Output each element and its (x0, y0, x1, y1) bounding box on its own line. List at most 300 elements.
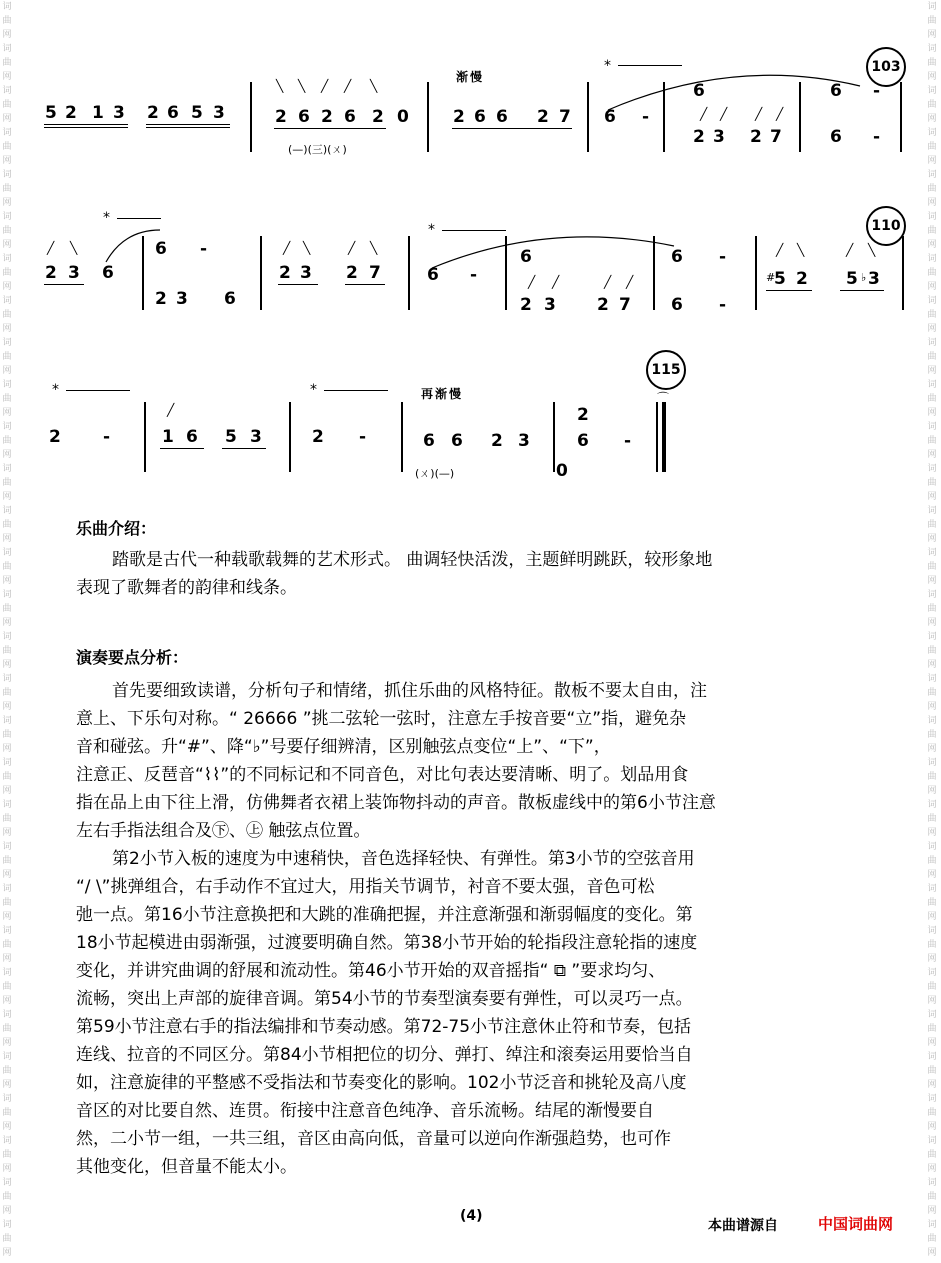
watermark-char: 词 (927, 254, 937, 264)
watermark-char: 词 (2, 632, 12, 642)
watermark-char: 曲 (927, 142, 937, 152)
watermark-char: 网 (2, 72, 12, 82)
watermark-char: 网 (927, 408, 937, 418)
watermark-char: 曲 (927, 856, 937, 866)
barline (250, 82, 252, 152)
watermark-char: 词 (2, 464, 12, 474)
watermark-char: 词 (2, 1094, 12, 1104)
measure-number-115: 115 (646, 350, 686, 390)
watermark-char: 词 (927, 548, 937, 558)
note: 6 (427, 265, 439, 285)
analysis-line: 注意正、反琶音“⌇⌇”的不同标记和不同音色，对比句表达要清晰、明了。划品用食 (76, 765, 689, 785)
site-name: 中国词曲网 (818, 1215, 894, 1233)
watermark-char: 词 (927, 1220, 937, 1230)
barline (799, 82, 801, 152)
watermark-char: 词 (2, 1052, 12, 1062)
watermark-char: 曲 (927, 940, 937, 950)
watermark-char: 曲 (2, 772, 12, 782)
watermark-char: 词 (2, 674, 12, 684)
watermark-char: 词 (927, 380, 937, 390)
dash: - (873, 81, 881, 101)
watermark-char: 网 (927, 870, 937, 880)
analysis-line: 流畅，突出上声部的旋律音调。第54小节的节奏型演奏要有弹性，可以灵巧一点。 (76, 989, 693, 1009)
note: 2 (453, 107, 465, 127)
note: 3 (68, 263, 80, 283)
barline (142, 236, 144, 310)
watermark-char: 曲 (2, 226, 12, 236)
note: 2 (346, 263, 358, 283)
note: 0 (397, 107, 409, 127)
watermark-char: 曲 (2, 436, 12, 446)
note: 6 (496, 107, 508, 127)
watermark-char: 曲 (927, 310, 937, 320)
analysis-line: 连线、拉音的不同区分。第84小节相把位的切分、弹打、绰注和滚奏运用要恰当自 (76, 1045, 693, 1065)
note: 2 (155, 289, 167, 309)
watermark-char: 词 (927, 464, 937, 474)
watermark-char: 词 (2, 758, 12, 768)
note: 5 (225, 427, 237, 447)
watermark-char: 曲 (927, 268, 937, 278)
barline (427, 82, 429, 152)
watermark-char: 词 (2, 926, 12, 936)
watermark-char: 曲 (2, 1066, 12, 1076)
watermark-char: 网 (927, 1164, 937, 1174)
analysis-line: 音区的对比要自然、连贯。衔接中注意音色纯净、音乐流畅。结尾的渐慢要自 (76, 1101, 654, 1121)
measure-number-103: 103 (866, 47, 906, 87)
watermark-char: 曲 (927, 184, 937, 194)
watermark-char: 词 (2, 968, 12, 978)
note: 3 (176, 289, 188, 309)
watermark-char: 网 (2, 1122, 12, 1132)
fingering-marks: (ㄨ)(—) (415, 467, 455, 480)
note: 6 (186, 427, 198, 447)
dash: - (359, 427, 367, 447)
analysis-line: 第2小节入板的速度为中速稍快，音色选择轻快、有弹性。第3小节的空弦音用 (112, 849, 695, 869)
note: 3 (518, 431, 530, 451)
watermark-char: 网 (927, 660, 937, 670)
dash: - (200, 239, 208, 259)
watermark-char: 曲 (927, 562, 937, 572)
note: 3 (544, 295, 556, 315)
note: 1 (92, 103, 104, 123)
watermark-char: 词 (927, 422, 937, 432)
intro-paragraph (76, 546, 860, 602)
watermark-char: 网 (2, 702, 12, 712)
watermark-char: 曲 (2, 142, 12, 152)
note: 6 (671, 295, 683, 315)
watermark-char: 网 (2, 282, 12, 292)
note: 2 (275, 107, 287, 127)
dash: - (719, 295, 727, 315)
watermark-char: 网 (927, 828, 937, 838)
fermata-icon: ⌒ (657, 391, 670, 405)
watermark-char: 词 (2, 506, 12, 516)
watermark-char: 曲 (927, 1024, 937, 1034)
intro-line: 表现了歌舞者的韵律和线条。 (76, 578, 297, 598)
note: 3 (213, 103, 225, 123)
note: 2 (597, 295, 609, 315)
watermark-char: 曲 (927, 604, 937, 614)
watermark-char: 词 (927, 1094, 937, 1104)
watermark-char: 词 (927, 1052, 937, 1062)
note: 3 (300, 263, 312, 283)
note: 6 (604, 107, 616, 127)
tempo-mark: 渐慢 (456, 70, 485, 84)
note: 2 (577, 405, 589, 425)
watermark-char: 网 (2, 492, 12, 502)
watermark-char: 曲 (927, 646, 937, 656)
note: 3 (113, 103, 125, 123)
note: 7 (770, 127, 782, 147)
watermark-char: 网 (927, 534, 937, 544)
page-number: (4) (460, 1208, 483, 1224)
right-watermark-strip (925, 0, 939, 1263)
note: 2 (750, 127, 762, 147)
watermark-char: 词 (2, 338, 12, 348)
note: 2 (537, 107, 549, 127)
watermark-char: 曲 (927, 1108, 937, 1118)
watermark-char: 网 (927, 786, 937, 796)
watermark-char: 曲 (927, 730, 937, 740)
note: 6 (298, 107, 310, 127)
watermark-char: 曲 (2, 268, 12, 278)
watermark-char: 曲 (927, 436, 937, 446)
watermark-char: 曲 (2, 1150, 12, 1160)
watermark-char: 网 (927, 240, 937, 250)
watermark-char: 词 (2, 800, 12, 810)
analysis-line: 左右手指法组合及㊦、㊤ 触弦点位置。 (76, 821, 371, 841)
note: 6 (830, 127, 842, 147)
note: 5 (191, 103, 203, 123)
watermark-char: 曲 (927, 1066, 937, 1076)
watermark-char: 词 (2, 884, 12, 894)
analysis-line: 音和碰弦。升“#”、降“♭”号要仔细辨清，区别触弦点变位“上”、“下”， (76, 737, 611, 757)
watermark-char: 网 (927, 1248, 937, 1258)
tempo-mark: 再渐慢 (421, 387, 464, 401)
watermark-char: 词 (927, 842, 937, 852)
watermark-char: 曲 (2, 184, 12, 194)
watermark-char: 曲 (2, 1192, 12, 1202)
watermark-char: 词 (927, 590, 937, 600)
watermark-char: 词 (927, 926, 937, 936)
watermark-char: 网 (927, 114, 937, 124)
watermark-char: 网 (927, 996, 937, 1006)
analysis-line: 其他变化，但音量不能太小。 (76, 1157, 297, 1177)
analysis-line: 如，注意旋律的平整感不受指法和节奏变化的影响。102小节泛音和挑轮及高八度 (76, 1073, 687, 1093)
note: 6 (344, 107, 356, 127)
note: 2 (693, 127, 705, 147)
watermark-char: 网 (927, 744, 937, 754)
note: 7 (559, 107, 571, 127)
note: 2 (796, 269, 808, 289)
watermark-char: 词 (927, 506, 937, 516)
final-barline (662, 402, 666, 472)
note: 6 (224, 289, 236, 309)
note: 6 (102, 263, 114, 283)
watermark-char: 曲 (927, 772, 937, 782)
analysis-line: 变化，并讲究曲调的舒展和流动性。第46小节开始的双音摇指“ ⧉ ”要求均匀、 (76, 961, 666, 981)
measure-number-110: 110 (866, 206, 906, 246)
watermark-char: 曲 (2, 730, 12, 740)
watermark-char: 词 (2, 1220, 12, 1230)
watermark-char: 网 (2, 156, 12, 166)
note: 6 (474, 107, 486, 127)
watermark-char: 词 (927, 716, 937, 726)
watermark-char: 网 (927, 492, 937, 502)
watermark-char: 网 (927, 366, 937, 376)
analysis-line: 指在品上由下往上滑，仿佛舞者衣裙上装饰物抖动的声音。散板虚线中的第6小节注意 (76, 793, 716, 813)
watermark-char: 词 (2, 422, 12, 432)
watermark-char: 网 (927, 324, 937, 334)
barline (900, 82, 902, 152)
watermark-char: 网 (2, 534, 12, 544)
barline (755, 236, 757, 310)
watermark-char: 网 (2, 450, 12, 460)
intro-line: 踏歌是古代一种载歌载舞的艺术形式。 曲调轻快活泼，主题鲜明跳跃，较形象地 (112, 550, 713, 570)
watermark-char: 词 (927, 44, 937, 54)
watermark-char: 词 (2, 716, 12, 726)
watermark-char: 网 (2, 954, 12, 964)
watermark-char: 网 (2, 744, 12, 754)
star-mark: * (103, 210, 110, 226)
watermark-char: 词 (2, 548, 12, 558)
star-mark: * (310, 382, 317, 398)
watermark-char: 网 (927, 1080, 937, 1090)
watermark-char: 词 (2, 86, 12, 96)
watermark-char: 网 (2, 1080, 12, 1090)
barline (553, 402, 555, 472)
source-label: 本曲谱源自 (708, 1218, 778, 1234)
note: 6 (577, 431, 589, 451)
watermark-char: 曲 (927, 100, 937, 110)
watermark-char: 网 (927, 954, 937, 964)
watermark-char: 词 (2, 128, 12, 138)
watermark-char: 词 (927, 128, 937, 138)
watermark-char: 网 (927, 198, 937, 208)
note: 2 (147, 103, 159, 123)
watermark-char: 词 (927, 1010, 937, 1020)
watermark-char: 曲 (2, 520, 12, 530)
watermark-char: 词 (2, 44, 12, 54)
watermark-char: 网 (2, 1038, 12, 1048)
watermark-char: 曲 (2, 982, 12, 992)
watermark-char: 词 (2, 1136, 12, 1146)
barline (587, 82, 589, 152)
watermark-char: 曲 (2, 604, 12, 614)
watermark-char: 词 (927, 758, 937, 768)
watermark-char: 网 (927, 282, 937, 292)
watermark-char: 词 (927, 212, 937, 222)
star-mark: * (52, 382, 59, 398)
watermark-char: 曲 (2, 562, 12, 572)
watermark-char: 词 (927, 884, 937, 894)
analysis-line: 弛一点。第16小节注意换把和大跳的准确把握，并注意渐强和渐弱幅度的变化。第 (76, 905, 693, 925)
analysis-heading: 演奏要点分析： (76, 648, 189, 667)
barline (408, 236, 410, 310)
watermark-char: 网 (2, 1164, 12, 1174)
dash: - (642, 107, 650, 127)
note: 2 (372, 107, 384, 127)
barline (260, 236, 262, 310)
barline (289, 402, 291, 472)
watermark-char: 曲 (927, 982, 937, 992)
watermark-char: 网 (927, 450, 937, 460)
watermark-char: 词 (927, 86, 937, 96)
watermark-char: 词 (2, 170, 12, 180)
watermark-char: 网 (927, 702, 937, 712)
barline (902, 236, 904, 310)
watermark-char: 词 (927, 800, 937, 810)
watermark-char: 曲 (927, 16, 937, 26)
watermark-char: 曲 (927, 352, 937, 362)
watermark-char: 词 (2, 842, 12, 852)
watermark-char: 网 (2, 870, 12, 880)
barline (656, 402, 658, 472)
note: 2 (279, 263, 291, 283)
watermark-char: 网 (2, 114, 12, 124)
note: 2 (312, 427, 324, 447)
analysis-line: 意上、下乐句对称。“ 26666 ”挑二弦轮一弦时，注意左手按音要“立”指，避免杂 (76, 709, 687, 729)
note: 2 (491, 431, 503, 451)
watermark-char: 网 (2, 786, 12, 796)
barline (663, 82, 665, 152)
watermark-char: 曲 (2, 646, 12, 656)
note: 3 (868, 269, 880, 289)
dash: - (873, 127, 881, 147)
watermark-char: 曲 (927, 478, 937, 488)
watermark-char: 网 (927, 912, 937, 922)
note: 2 (45, 263, 57, 283)
watermark-char: 曲 (927, 520, 937, 530)
dash: - (719, 247, 727, 267)
star-mark: * (428, 222, 435, 238)
analysis-line: 然，二小节一组，一共三组，音区由高向低，音量可以逆向作渐强趋势，也可作 (76, 1129, 671, 1149)
watermark-char: 网 (927, 72, 937, 82)
note: 7 (369, 263, 381, 283)
watermark-char: 曲 (2, 16, 12, 26)
watermark-char: 曲 (2, 1108, 12, 1118)
watermark-char: 词 (927, 2, 937, 12)
watermark-char: 网 (927, 1038, 937, 1048)
watermark-char: 词 (927, 296, 937, 306)
watermark-char: 词 (2, 1010, 12, 1020)
watermark-char: 曲 (927, 58, 937, 68)
watermark-char: 词 (2, 2, 12, 12)
watermark-char: 网 (927, 1122, 937, 1132)
watermark-char: 网 (2, 912, 12, 922)
watermark-char: 曲 (927, 226, 937, 236)
watermark-char: 曲 (2, 394, 12, 404)
watermark-char: 网 (2, 366, 12, 376)
note: 5 (774, 269, 786, 289)
watermark-char: 网 (2, 618, 12, 628)
dash: - (470, 265, 478, 285)
watermark-char: 曲 (2, 100, 12, 110)
watermark-char: 曲 (2, 352, 12, 362)
watermark-char: 曲 (927, 1150, 937, 1160)
watermark-char: 词 (2, 296, 12, 306)
note: 6 (830, 81, 842, 101)
note: 6 (671, 247, 683, 267)
note: 2 (65, 103, 77, 123)
watermark-char: 曲 (2, 856, 12, 866)
barline (144, 402, 146, 472)
analysis-line: “/ \”挑弹组合，右手动作不宜过大，用指关节调节，衬音不要太强，音色可松 (76, 877, 655, 897)
dash: - (624, 431, 632, 451)
watermark-char: 词 (2, 254, 12, 264)
note: 3 (713, 127, 725, 147)
analysis-line: 首先要细致读谱，分析句子和情绪，抓住乐曲的风格特征。散板不要太自由，注 (112, 681, 707, 701)
dash: - (103, 427, 111, 447)
watermark-char: 网 (2, 324, 12, 334)
watermark-char: 词 (2, 590, 12, 600)
note: 5 (846, 269, 858, 289)
analysis-line: 18小节起模进由弱渐强，过渡要明确自然。第38小节开始的轮指段注意轮指的速度 (76, 933, 698, 953)
intro-heading: 乐曲介绍： (76, 519, 157, 538)
analysis-paragraph (76, 677, 860, 1181)
watermark-char: 网 (2, 996, 12, 1006)
watermark-char: 词 (927, 632, 937, 642)
note: 2 (321, 107, 333, 127)
watermark-char: 曲 (2, 940, 12, 950)
watermark-char: 网 (2, 660, 12, 670)
note: 3 (250, 427, 262, 447)
star-mark: * (604, 58, 611, 74)
watermark-char: 曲 (2, 814, 12, 824)
watermark-char: 词 (927, 1136, 937, 1146)
watermark-char: 词 (927, 968, 937, 978)
watermark-char: 网 (2, 240, 12, 250)
watermark-char: 曲 (927, 688, 937, 698)
watermark-char: 曲 (2, 1234, 12, 1244)
watermark-char: 网 (927, 156, 937, 166)
watermark-char: 词 (927, 170, 937, 180)
note: 1 (162, 427, 174, 447)
watermark-char: 曲 (2, 688, 12, 698)
note: 2 (49, 427, 61, 447)
analysis-line: 第59小节注意右手的指法编排和节奏动感。第72-75小节注意休止符和节奏，包括 (76, 1017, 692, 1037)
watermark-char: 网 (2, 1206, 12, 1216)
watermark-char: 曲 (2, 1024, 12, 1034)
watermark-char: 网 (2, 30, 12, 40)
watermark-char: 曲 (2, 478, 12, 488)
note: 6 (423, 431, 435, 451)
watermark-char: 曲 (927, 1192, 937, 1202)
left-watermark-strip (0, 0, 14, 1263)
watermark-char: 词 (2, 380, 12, 390)
watermark-char: 曲 (2, 898, 12, 908)
note: 7 (619, 295, 631, 315)
open-string-zero: 0 (556, 461, 568, 481)
watermark-char: 网 (927, 576, 937, 586)
watermark-char: 网 (927, 30, 937, 40)
barline (653, 236, 655, 310)
note: 6 (155, 239, 167, 259)
watermark-char: 网 (927, 618, 937, 628)
watermark-char: 网 (2, 198, 12, 208)
watermark-char: 网 (2, 1248, 12, 1258)
watermark-char: 词 (927, 1178, 937, 1188)
note: 5 (45, 103, 57, 123)
watermark-char: 曲 (927, 898, 937, 908)
fingering-marks: (—)(三)(ㄨ) (288, 143, 347, 156)
watermark-char: 网 (927, 1206, 937, 1216)
watermark-char: 曲 (927, 394, 937, 404)
watermark-char: 词 (927, 338, 937, 348)
watermark-char: 词 (2, 1178, 12, 1188)
note: 6 (451, 431, 463, 451)
watermark-char: 词 (927, 674, 937, 684)
